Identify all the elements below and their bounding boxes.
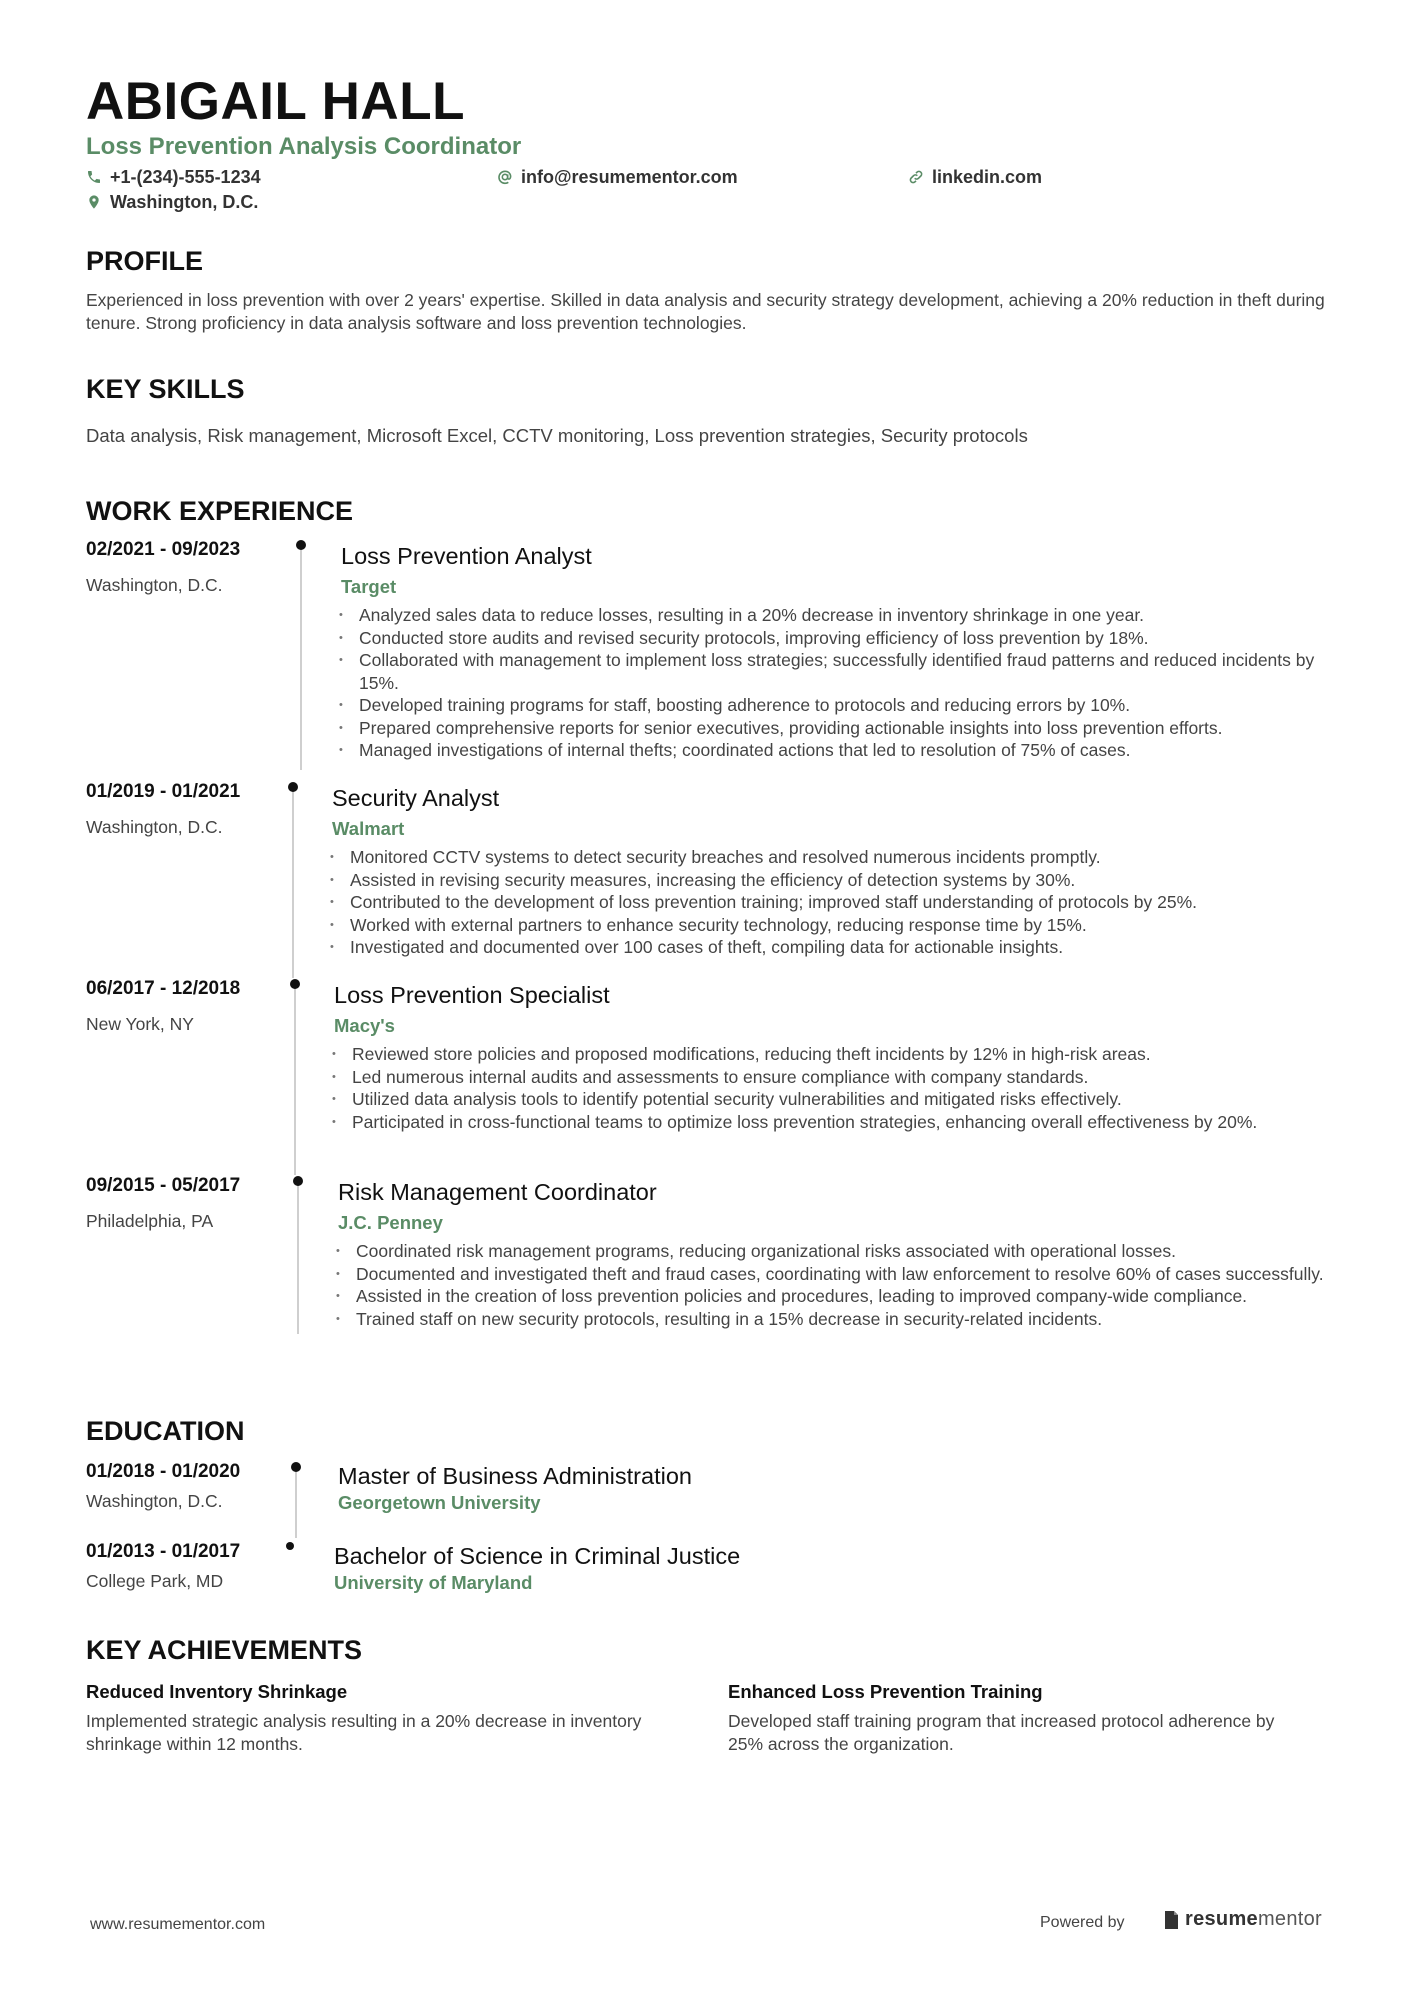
timeline-line	[294, 985, 296, 1175]
job-location: Washington, D.C.	[86, 817, 223, 837]
link-icon	[908, 169, 924, 185]
job-bullet: • Trained staff on new security protocols, resulting in a 15% decrease in security-related incidents.	[328, 1308, 1328, 1331]
job-bullet: • Prepared comprehensive reports for senior executives, providing actionable insights into loss prevention efforts.	[331, 717, 1331, 740]
job-bullet: • Reviewed store policies and proposed modifications, reducing theft incidents by 12% in high-risk areas.	[324, 1043, 1324, 1066]
job-bullet: • Assisted in revising security measures, increasing the efficiency of detection systems by 30%.	[322, 869, 1322, 892]
profile-text: Experienced in loss prevention with over 2 years' expertise. Skilled in data analysis and security strategy development, achieving a 20% reduction in theft during tenure. Strong proficiency in data analysis software and loss prevention technologies.	[86, 290, 1325, 333]
job-bullet: • Utilized data analysis tools to identify potential security vulnerabilities and mitigated risks effectively.	[324, 1088, 1324, 1111]
footer-website[interactable]: www.resumementor.com	[90, 1916, 266, 1933]
job-bullet: • Collaborated with management to implement loss strategies; successfully identified fraud patterns and reduced incidents by 15%.	[331, 649, 1331, 694]
job-dates: 01/2019 - 01/2021	[86, 781, 241, 802]
job-bullet: • Managed investigations of internal thefts; coordinated actions that led to resolution of 75% of cases.	[331, 739, 1331, 762]
job-bullet: • Led numerous internal audits and assessments to ensure compliance with company standards.	[324, 1066, 1324, 1089]
achievement-item	[86, 1680, 646, 1756]
education-location: Washington, D.C.	[86, 1491, 223, 1511]
candidate-name: ABIGAIL HALL	[86, 72, 465, 131]
education-location: College Park, MD	[86, 1571, 224, 1591]
phone-number: +1-(234)-555-1234	[110, 167, 261, 187]
job-bullet: • Conducted store audits and revised security protocols, improving efficiency of loss prevention by 18%.	[331, 627, 1331, 650]
job-bullet: • Documented and investigated theft and fraud cases, coordinating with law enforcement to resolve 60% of cases successfully.	[328, 1263, 1328, 1286]
education-degree: Master of Business Administration	[338, 1463, 692, 1489]
education-school: Georgetown University	[338, 1492, 541, 1513]
job-location: Philadelphia, PA	[86, 1211, 214, 1231]
education-dates: 01/2013 - 01/2017	[86, 1541, 241, 1562]
achievement-description: Developed staff training program that increased protocol adherence by 25% across the organization.	[728, 1711, 1275, 1754]
email-contact[interactable]	[497, 166, 738, 188]
education-school: University of Maryland	[334, 1572, 533, 1593]
job-bullet: • Developed training programs for staff, boosting adherence to protocols and reducing errors by 10%.	[331, 694, 1331, 717]
experience-heading: WORK EXPERIENCE	[86, 496, 354, 526]
powered-by-label: Powered by	[1040, 1914, 1125, 1931]
education-dates: 01/2018 - 01/2020	[86, 1461, 241, 1482]
job-location: Washington, D.C.	[86, 575, 223, 595]
job-dates: 09/2015 - 05/2017	[86, 1175, 241, 1196]
job-dates: 06/2017 - 12/2018	[86, 978, 241, 999]
achievement-title: Enhanced Loss Prevention Training	[728, 1681, 1043, 1702]
email-address: info@resumementor.com	[521, 167, 738, 187]
location-text: Washington, D.C.	[110, 192, 259, 212]
job-role: Loss Prevention Specialist	[334, 982, 610, 1008]
job-bullet: • Assisted in the creation of loss prevention policies and procedures, leading to improved company-wide compliance.	[328, 1285, 1328, 1308]
resumementor-mark-icon	[1163, 1910, 1179, 1930]
job-bullet: • Contributed to the development of loss prevention training; improved staff understanding of protocols by 25%.	[322, 891, 1322, 914]
profile-heading: PROFILE	[86, 246, 204, 276]
at-sign-icon	[497, 169, 513, 185]
job-company: J.C. Penney	[338, 1212, 443, 1233]
skills-heading: KEY SKILLS	[86, 374, 245, 404]
job-role: Security Analyst	[332, 785, 500, 811]
job-company: Macy's	[334, 1015, 395, 1036]
job-bullets	[331, 604, 1331, 762]
job-role: Risk Management Coordinator	[338, 1179, 657, 1205]
achievements-heading: KEY ACHIEVEMENTS	[86, 1635, 363, 1665]
timeline-line	[295, 1468, 297, 1538]
job-title: Loss Prevention Analysis Coordinator	[86, 133, 522, 160]
location-pin-icon	[86, 194, 102, 210]
timeline-dot	[290, 979, 300, 989]
brand-light-text: mentor	[1257, 1908, 1322, 1930]
job-company: Walmart	[332, 818, 405, 839]
timeline-line	[292, 788, 294, 978]
timeline-dot	[293, 1176, 303, 1186]
job-role: Loss Prevention Analyst	[341, 543, 592, 569]
location-contact	[86, 191, 258, 213]
job-bullet: • Coordinated risk management programs, reducing organizational risks associated with operational losses.	[328, 1240, 1328, 1263]
job-bullet: • Investigated and documented over 100 cases of theft, compiling data for actionable insights.	[322, 936, 1322, 959]
phone-contact	[86, 166, 261, 188]
timeline-dot	[291, 1462, 301, 1472]
job-bullet: • Participated in cross-functional teams to optimize loss prevention strategies, enhancing overall effectiveness by 20%.	[324, 1111, 1324, 1134]
education-heading: EDUCATION	[86, 1416, 245, 1446]
job-bullets	[322, 846, 1322, 959]
achievement-title: Reduced Inventory Shrinkage	[86, 1681, 348, 1702]
job-bullet: • Analyzed sales data to reduce losses, resulting in a 20% decrease in inventory shrinkage in one year.	[331, 604, 1331, 627]
job-dates: 02/2021 - 09/2023	[86, 539, 241, 560]
resumementor-logo[interactable]	[1163, 1908, 1322, 1931]
timeline-line	[297, 1182, 299, 1334]
timeline-dot	[296, 540, 306, 550]
achievement-description: Implemented strategic analysis resulting in a 20% decrease in inventory shrinkage within 12 months.	[86, 1711, 642, 1754]
brand-bold-text: resume	[1185, 1908, 1258, 1930]
linkedin-contact[interactable]	[908, 166, 1042, 188]
skills-text: Data analysis, Risk management, Microsoft Excel, CCTV monitoring, Loss prevention strategies, Security protocols	[86, 425, 1028, 446]
linkedin-url: linkedin.com	[932, 167, 1043, 187]
job-bullets	[324, 1043, 1324, 1133]
achievement-item	[728, 1680, 1288, 1756]
job-location: New York, NY	[86, 1014, 194, 1034]
job-company: Target	[341, 576, 397, 597]
timeline-dot	[288, 782, 298, 792]
job-bullets	[328, 1240, 1328, 1330]
education-degree: Bachelor of Science in Criminal Justice	[334, 1543, 741, 1569]
job-bullet: • Worked with external partners to enhance security technology, reducing response time by 15%.	[322, 914, 1322, 937]
timeline-line	[300, 546, 302, 770]
timeline-dot	[286, 1542, 294, 1550]
job-bullet: • Monitored CCTV systems to detect security breaches and resolved numerous incidents promptly.	[322, 846, 1322, 869]
phone-icon	[86, 169, 102, 185]
